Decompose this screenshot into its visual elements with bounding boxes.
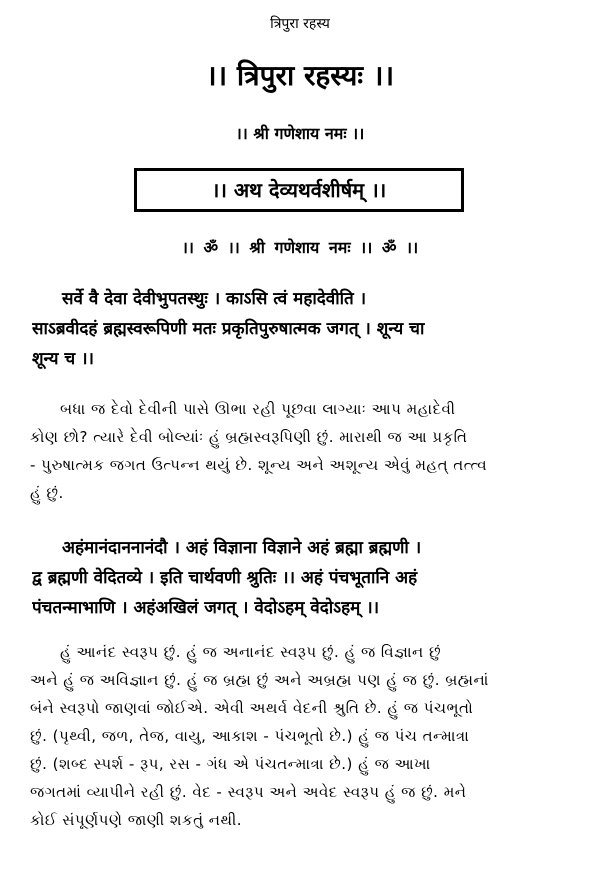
translation-line: છું. (પૃથ્વી, જળ, તેજ, વાયુ, આકાશ - પંચભૂતો છે.) હું જ પંચ તન્માત્રા [30,727,470,745]
translation-line: કોણ છો? ત્યારે દેવી બોલ્યાંઃ હું બ્રહ્મસ્વરૂપિણી છું. મારાથી જ આ પ્રકૃતિ [30,428,468,446]
sanskrit-verse-2 [32,533,578,623]
translation-line: છું. (શબ્દ સ્પર્શ - રૂપ, રસ - ગંધ એ પંચતન્માત્રા છે.) હું જ આખા [30,755,431,773]
verse-line: अहंमानंदाननानंदौ । अहं विज्ञाना विज्ञाने अहं ब्रह्मा ब्रह्मणी । [62,538,422,558]
translation-line: - પુરુષાત્મક જગત ઉત્પન્ન થયું છે. શૂન્ય અને અશૂન્ય એવું મહત્ તત્ત્વ [30,456,488,474]
translation-line: હું આનંદ સ્વરૂપ છું. હું જ અનાનંદ સ્વરૂપ છું. હું જ વિજ્ઞાન છું [60,643,442,661]
translation-line: હું છું. [30,484,64,502]
verse-line: द्व ब्रह्मणी वेदितव्ये । इति चार्थवणी श्रुतिः ।। अहं पंचभूतानि अहं [32,568,418,588]
boxed-section-title: ।। अथ देव्यथर्वशीर्षम् ।। [134,168,464,212]
translation-line: બધા જ દેવો દેવીની પાસે ઊભા રહી પૂછવા લાગ્યાઃ આપ મહાદેવી [60,400,456,418]
running-head: त्रिपुरा रहस्य [270,16,330,32]
translation-line: બંને સ્વરૂપો જાણવાં જોઈએ. એવી અથર્વ વેદની શ્રુતિ છે. હું જ પંચભૂતો [30,699,474,717]
invocation-line: ।। श्री गणेशाय नमः ।। [235,124,365,143]
translation-line: અને હું જ અવિજ્ઞાન છું. હું જ બ્રહ્મ છું અને અબ્રહ્મ પણ હું જ છું. બ્રહ્મનાં [30,671,489,689]
verse-line: सर्वे वै देवा देवीभुपतस्थुः । काऽसि त्वं महादेवीति । [62,289,367,309]
sanskrit-verse-1 [32,284,578,374]
main-title: ।। त्रिपुरा रहस्यः ।। [205,59,395,92]
gujarati-translation-2 [30,638,578,834]
verse-line: साऽब्रवीदहं ब्रह्मस्वरूपिणी मतः प्रकृतिपुरुषात्मक जगत् । शून्य चा [32,319,425,339]
translation-line: જગતમાં વ્યાપીને રહી છું. વેદ - સ્વરૂપ અને અવેદ સ્વરૂપ હું જ છું. મને [30,783,467,801]
gujarati-translation-1 [30,395,578,507]
verse-line: पंचतन्माभाणि । अहंअखिलं जगत् । वेदोऽहम् वेदोऽहम् ।। [32,598,380,618]
translation-line: કોઈ સંપૂર્ણપણે જાણી શકતું નથી. [30,811,243,829]
verse-line: शून्य च ।। [32,349,94,369]
om-invocation-line: ।। ॐ ।। श्री गणेशाय नमः ।। ॐ ।। [181,238,419,257]
